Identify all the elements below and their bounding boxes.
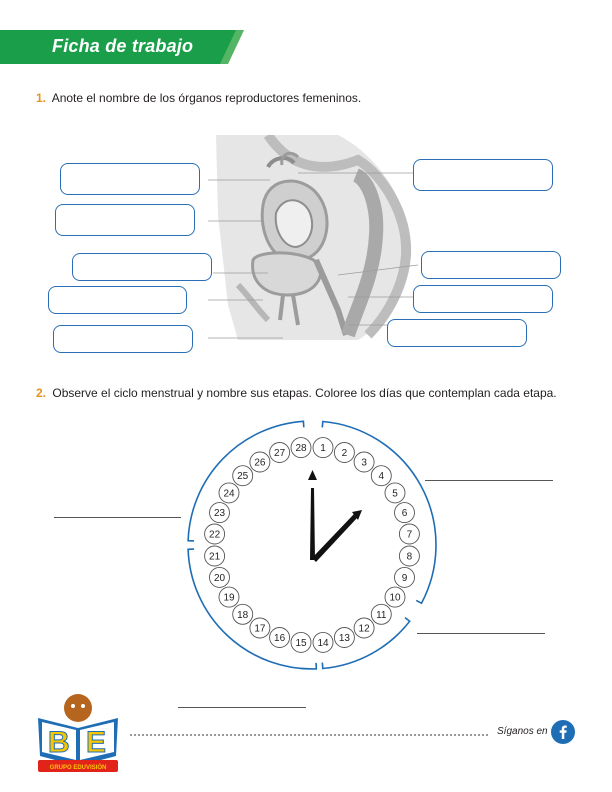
day-label-11: 11 — [376, 609, 387, 621]
day-label-20: 20 — [213, 572, 226, 584]
answer-line-3[interactable] — [417, 633, 545, 634]
day-label-17: 17 — [254, 623, 266, 635]
day-label-22: 22 — [209, 529, 221, 541]
footer-dotted-line — [130, 734, 488, 736]
day-label-24: 24 — [223, 488, 235, 500]
day-label-4: 4 — [378, 471, 385, 483]
day-label-12: 12 — [358, 623, 370, 635]
day-label-19: 19 — [223, 592, 235, 604]
day-label-9: 9 — [401, 572, 408, 584]
question-2-text: Observe el ciclo menstrual y nombre sus etapas. Coloree los días que contemplan cada etapa. — [52, 386, 557, 400]
facebook-icon[interactable] — [551, 720, 575, 744]
day-label-6: 6 — [401, 508, 408, 520]
answer-box-1[interactable] — [60, 163, 200, 195]
answer-box-6[interactable] — [413, 159, 553, 191]
answer-line-4[interactable] — [178, 707, 306, 708]
answer-box-8[interactable] — [413, 285, 553, 313]
answer-box-4[interactable] — [48, 286, 187, 314]
day-label-21: 21 — [209, 551, 221, 563]
clock-hands — [308, 470, 362, 562]
day-label-1: 1 — [320, 443, 326, 455]
day-label-5: 5 — [392, 488, 398, 500]
logo-letter-e: E — [86, 726, 107, 759]
day-label-25: 25 — [237, 471, 249, 483]
page-title: Ficha de trabajo — [52, 36, 194, 56]
answer-line-2[interactable] — [425, 480, 553, 481]
logo-text: GRUPO EDUVISIÓN — [49, 765, 107, 771]
answer-line-1[interactable] — [54, 517, 181, 518]
day-label-16: 16 — [274, 633, 286, 644]
logo-letter-b: B — [48, 726, 70, 759]
answer-box-9[interactable] — [387, 319, 527, 347]
day-label-3: 3 — [361, 457, 367, 469]
day-label-8: 8 — [406, 551, 413, 563]
question-1 — [36, 91, 361, 105]
day-label-27: 27 — [274, 448, 286, 459]
day-label-26: 26 — [254, 457, 266, 469]
menstrual-cycle-clock — [182, 420, 452, 680]
follow-us-text: Síganos en — [497, 726, 548, 737]
day-label-23: 23 — [213, 508, 226, 520]
day-label-2: 2 — [341, 448, 348, 459]
day-label-14: 14 — [317, 637, 329, 649]
day-label-13: 13 — [338, 633, 350, 644]
question-2 — [36, 386, 557, 400]
female-reproductive-anatomy-illustration — [208, 135, 418, 345]
grupo-eduvision-logo — [32, 688, 124, 776]
answer-box-5[interactable] — [53, 325, 193, 353]
day-label-18: 18 — [237, 609, 249, 621]
answer-box-2[interactable] — [55, 204, 195, 236]
question-1-text: Anote el nombre de los órganos reproductores femeninos. — [51, 91, 362, 105]
answer-box-7[interactable] — [421, 251, 561, 279]
day-label-10: 10 — [389, 592, 401, 604]
answer-box-3[interactable] — [72, 253, 212, 281]
question-1-number: 1. — [36, 91, 47, 105]
day-label-7: 7 — [406, 529, 413, 541]
question-2-number: 2. — [36, 386, 47, 400]
day-label-15: 15 — [295, 637, 307, 649]
day-label-28: 28 — [295, 443, 307, 455]
